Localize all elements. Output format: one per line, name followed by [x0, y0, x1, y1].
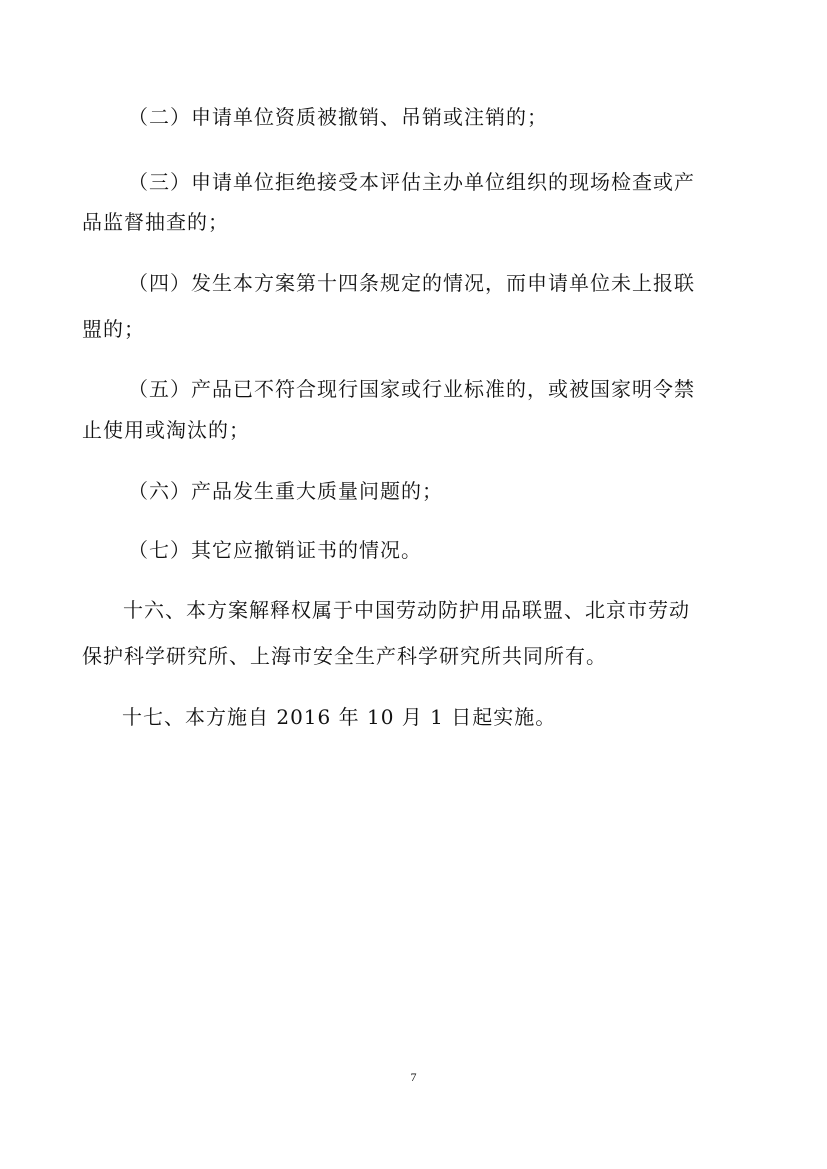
- paragraph-5-line-1: （五）产品已不符合现行国家或行业标准的，或被国家明令禁: [128, 377, 695, 401]
- paragraph-6-line-1: （六）产品发生重大质量问题的；: [128, 479, 443, 503]
- paragraph-7-line-1: （七）其它应撤销证书的情况。: [128, 538, 422, 562]
- paragraph-16-line-2: 保护科学研究所、上海市安全生产科学研究所共同所有。: [82, 644, 607, 668]
- paragraph-5-line-2: 止使用或淘汰的；: [82, 418, 250, 442]
- paragraph-3-line-2: 品监督抽查的；: [82, 210, 229, 234]
- page-number: 7: [410, 1070, 417, 1084]
- paragraph-17-line-1: 十七、本方施自 2016 年 10 月 1 日起实施。: [122, 705, 557, 729]
- paragraph-4-line-2: 盟的；: [82, 317, 145, 341]
- paragraph-4-line-1: （四）发生本方案第十四条规定的情况，而申请单位未上报联: [128, 271, 695, 295]
- paragraph-3-line-1: （三）申请单位拒绝接受本评估主办单位组织的现场检查或产: [128, 170, 695, 194]
- paragraph-16-line-1: 十六、本方案解释权属于中国劳动防护用品联盟、北京市劳动: [123, 598, 690, 622]
- paragraph-2-line-1: （二）申请单位资质被撤销、吊销或注销的；: [128, 105, 548, 129]
